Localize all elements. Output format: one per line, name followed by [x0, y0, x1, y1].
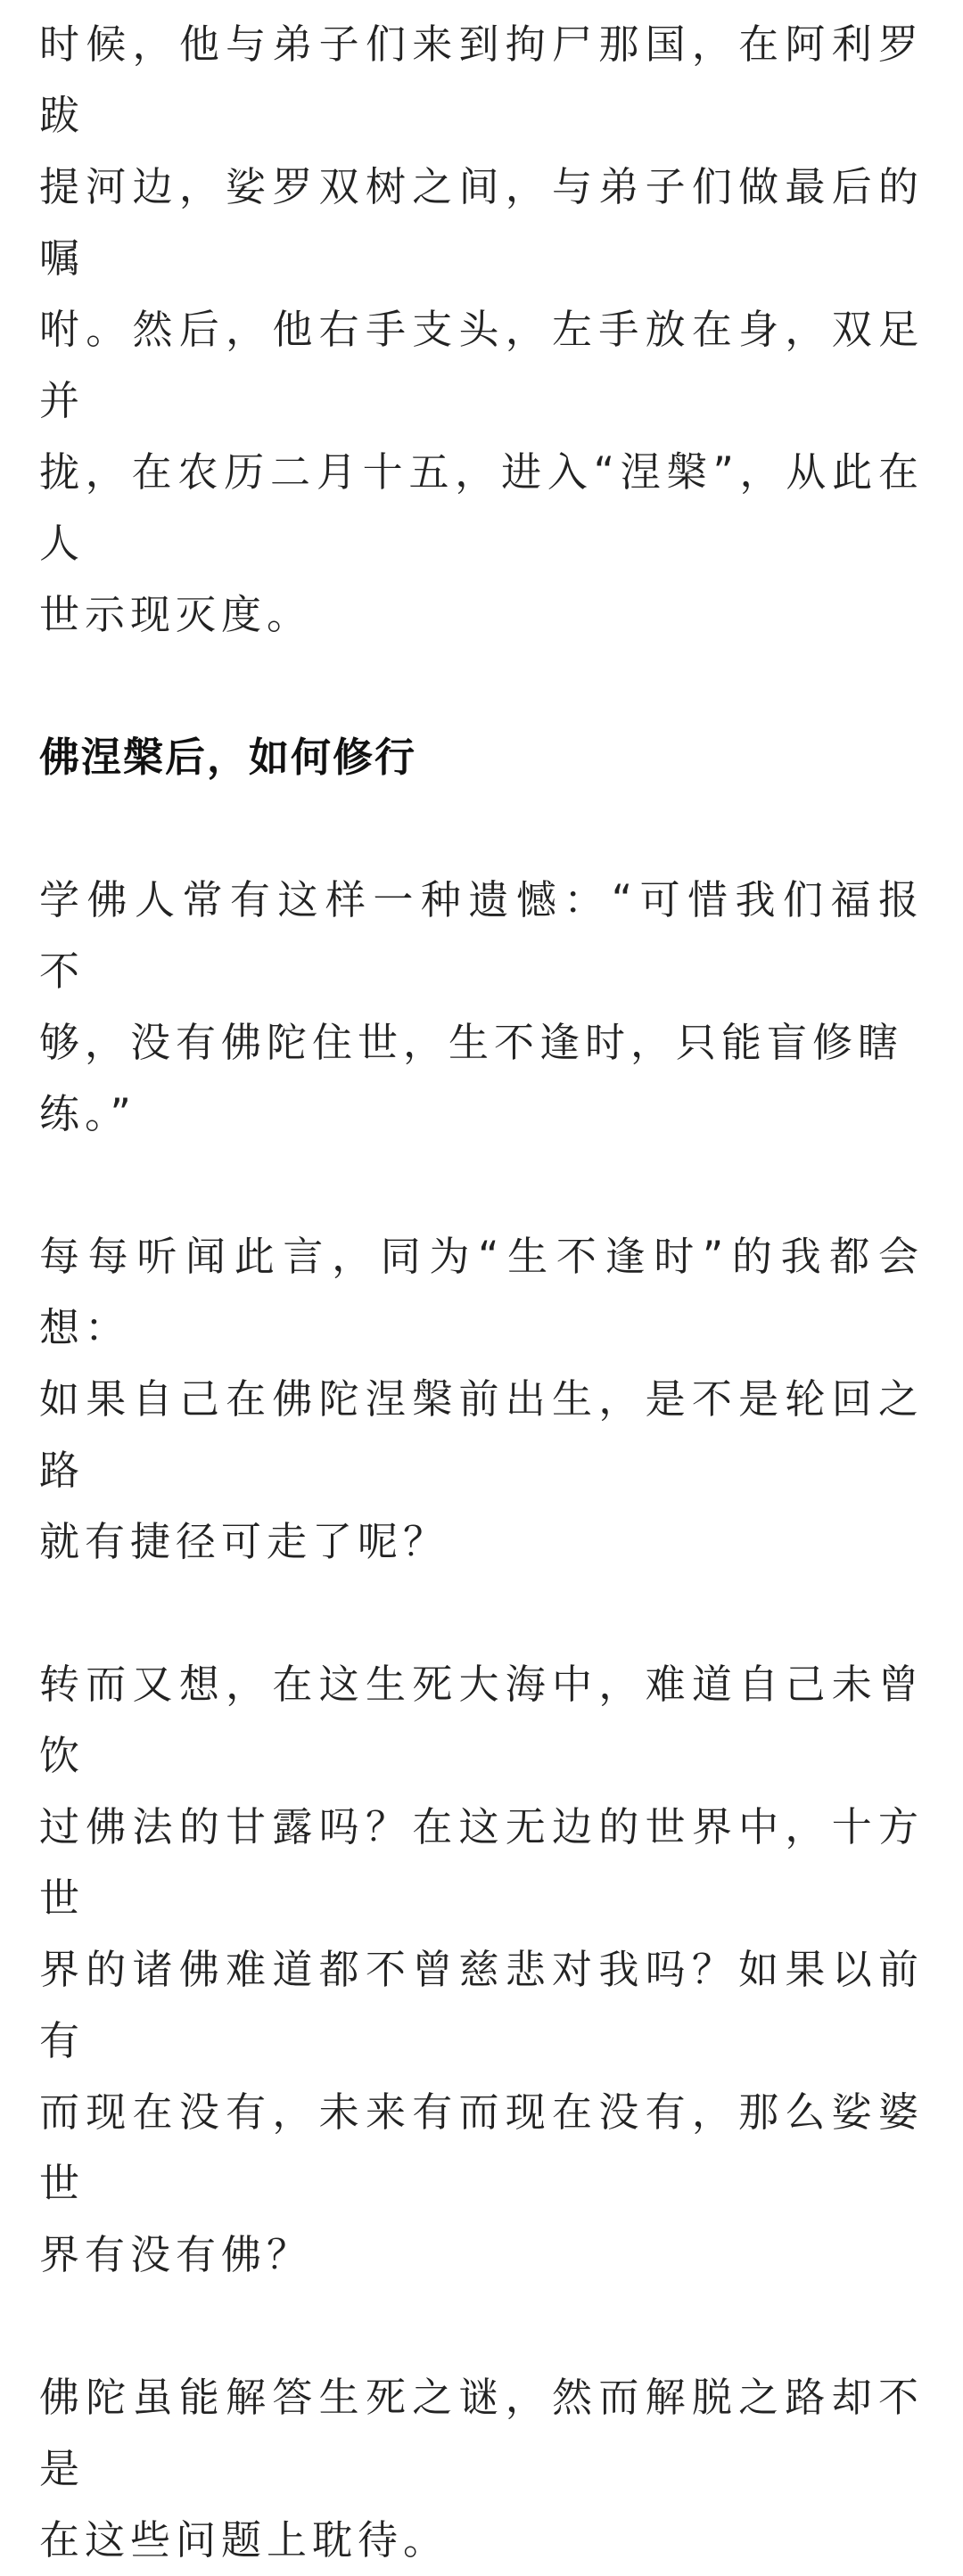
paragraph-regret: 学佛人常有这样一种遗憾：“可惜我们福报不 够，没有佛陀住世，生不逢时，只能盲修瞎 练。” — [39, 876, 924, 1137]
article-body — [39, 9, 924, 2576]
paragraph-gap — [39, 1150, 924, 1221]
section-heading: 佛涅槃后，如何修行 — [39, 734, 417, 781]
paragraph-conclusion: 佛陀虽能解答生死之谜，然而解脱之路却不是 在这些问题上耽待。 — [39, 2374, 924, 2564]
paragraph-parinirvana: 时候，他与弟子们来到拘尸那国，在阿利罗跋 提河边，娑罗双树之间，与弟子们做最后的嘱 咐。然后，他右手支头，左手放在身，双足并 拢，在农历二月十五，进入“涅槃”，从此在人 世示现灭度。 — [39, 21, 924, 638]
paragraph-gap — [39, 793, 924, 865]
paragraph-questions: 转而又想，在这生死大海中，难道自己未曾饮 过佛法的甘露吗？在这无边的世界中，十方世 界的诸佛难道都不曾慈悲对我吗？如果以前有 而现在没有，未来有而现在没有，那么娑婆世 界有没有佛？ — [39, 1661, 924, 2278]
paragraph-gap — [39, 1578, 924, 1649]
paragraph-reflection: 每每听闻此言，同为“生不逢时”的我都会想： 如果自己在佛陀涅槃前出生，是不是轮回之路 就有捷径可走了呢？ — [39, 1233, 924, 1565]
paragraph-gap — [39, 2291, 924, 2362]
paragraph-gap — [39, 651, 924, 722]
